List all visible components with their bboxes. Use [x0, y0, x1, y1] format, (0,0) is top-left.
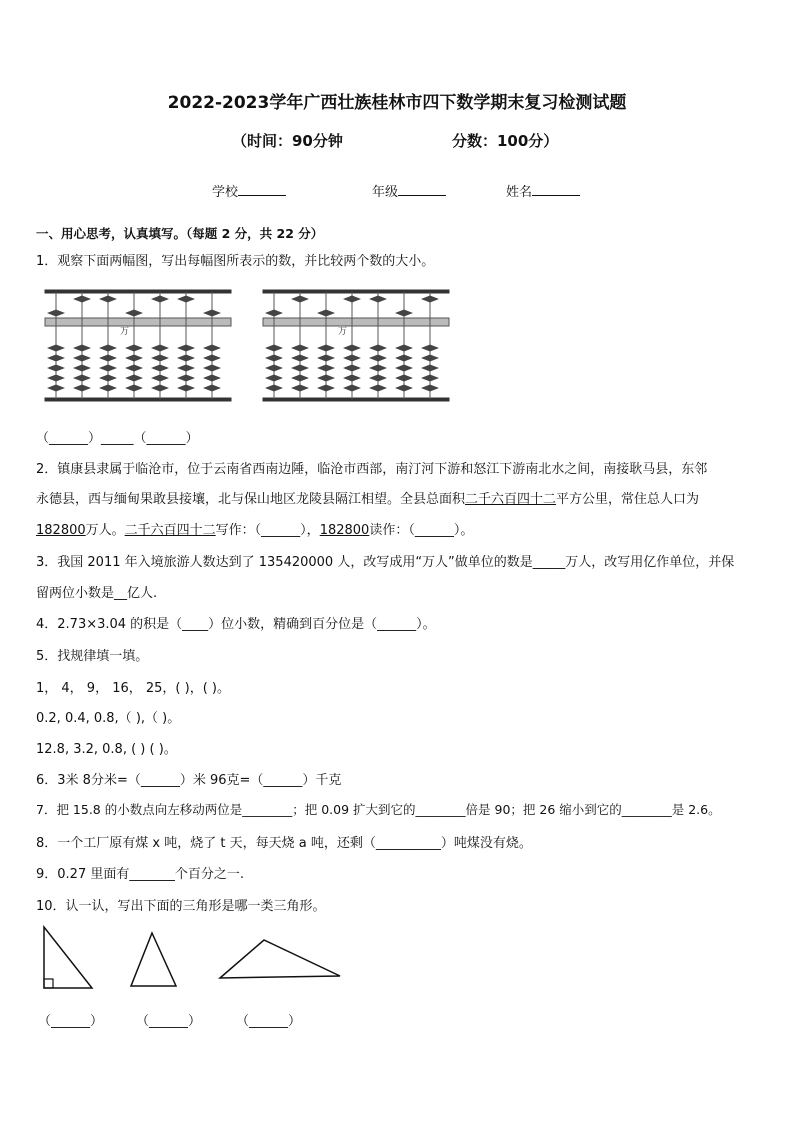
- abacus-bead: [369, 365, 387, 372]
- abacus-bead: [99, 296, 117, 303]
- question-1: 1．观察下面两幅图，写出每幅图所表示的数，并比较两个数的大小。: [36, 254, 435, 269]
- abacus-bead: [395, 375, 413, 382]
- abacus-bead: [47, 355, 65, 362]
- abacus-bead: [395, 345, 413, 352]
- abacus-bead: [47, 385, 65, 392]
- abacus-bead: [317, 365, 335, 372]
- abacus-bead: [291, 345, 309, 352]
- abacus-bead: [99, 355, 117, 362]
- question-10: 10．认一认，写出下面的三角形是哪一类三角形。: [36, 899, 326, 914]
- abacus-bead: [177, 385, 195, 392]
- abacus-bead: [343, 355, 361, 362]
- school-field: [212, 181, 286, 200]
- abacus-bead: [421, 296, 439, 303]
- question-5-row1: 1， 4， 9， 16， 25，( )，( )。: [36, 681, 230, 696]
- abacus-bead: [291, 375, 309, 382]
- abacus-bead: [47, 310, 65, 317]
- abacus-bead: [73, 365, 91, 372]
- acute-triangle: [128, 930, 180, 990]
- abacus-bead: [395, 355, 413, 362]
- name-field: [506, 181, 580, 200]
- abacus-bead: [265, 385, 283, 392]
- abacus-bead: [99, 365, 117, 372]
- right-triangle: [40, 924, 98, 992]
- q2-area-words: 二千六百四十二: [465, 492, 557, 507]
- abacus-bead: [421, 345, 439, 352]
- exam-score: 分数：100分）: [452, 132, 559, 150]
- abacus-left: [44, 288, 234, 406]
- question-8: 8．一个工厂原有煤 x 吨，烧了 t 天，每天烧 a 吨，还剩（__________）吨煤没有烧。: [36, 836, 532, 851]
- q2-write-blank[interactable]: 写作：（______），: [215, 523, 320, 538]
- q2-text: 平方公里，常住总人口为: [556, 492, 700, 507]
- abacus-bead: [291, 296, 309, 303]
- abacus-bead: [369, 375, 387, 382]
- abacus-bead: [73, 355, 91, 362]
- question-9: 9．0.27 里面有_______个百分之一.: [36, 867, 244, 882]
- abacus-bead: [125, 365, 143, 372]
- abacus-bead: [177, 365, 195, 372]
- abacus-bead: [177, 345, 195, 352]
- abacus-bead: [291, 385, 309, 392]
- question-3-line2: 留两位小数是__亿人.: [36, 586, 158, 601]
- abacus-bead: [343, 345, 361, 352]
- q2-population: 182800: [36, 523, 86, 538]
- abacus-wan-label: 万: [120, 327, 130, 337]
- abacus-bead: [265, 365, 283, 372]
- abacus-bead: [203, 375, 221, 382]
- question-1-answer[interactable]: （______）_____（______）: [36, 431, 199, 446]
- abacus-bead: [151, 345, 169, 352]
- abacus-bead: [265, 355, 283, 362]
- abacus-bead: [317, 355, 335, 362]
- grade-field: [372, 181, 446, 200]
- abacus-bead: [343, 365, 361, 372]
- abacus-bead: [369, 385, 387, 392]
- section-heading: 一、用心思考，认真填写。（每题 2 分，共 22 分）: [36, 226, 324, 241]
- abacus-bead: [291, 355, 309, 362]
- abacus-bead: [151, 375, 169, 382]
- name-blank[interactable]: [532, 183, 580, 196]
- abacus-bead: [265, 310, 283, 317]
- abacus-bead: [317, 310, 335, 317]
- abacus-bead: [177, 296, 195, 303]
- abacus-bead: [125, 375, 143, 382]
- q2-population: 182800: [319, 523, 370, 538]
- triangle-1-answer[interactable]: （______）: [38, 1014, 104, 1029]
- question-2-line3: [36, 519, 473, 538]
- q2-read-blank[interactable]: 读作：（______）。: [369, 523, 474, 538]
- question-3-line1: 3．我国 2011 年入境旅游人数达到了 135420000 人，改写成用“万人”做单位的数是_____万人，改写用亿作单位，并保: [36, 555, 735, 570]
- abacus-bead: [125, 385, 143, 392]
- abacus-bead: [343, 385, 361, 392]
- abacus-bead: [99, 385, 117, 392]
- question-2-line1: 2．镇康县隶属于临沧市，位于云南省西南边陲，临沧市西部，南汀河下游和怒江下游南北水之间，南接耿马县，东邻: [36, 462, 708, 477]
- abacus-bead: [203, 345, 221, 352]
- abacus-bead: [421, 385, 439, 392]
- abacus-bead: [203, 365, 221, 372]
- question-5: 5．找规律填一填。: [36, 649, 149, 664]
- abacus-rods: [47, 292, 221, 399]
- abacus-bead: [125, 345, 143, 352]
- abacus-bead: [73, 385, 91, 392]
- abacus-bead: [265, 345, 283, 352]
- grade-blank[interactable]: [398, 183, 446, 196]
- abacus-bead: [99, 345, 117, 352]
- school-blank[interactable]: [238, 183, 286, 196]
- name-label: 姓名: [506, 185, 533, 200]
- abacus-bead: [369, 345, 387, 352]
- abacus-bead: [421, 365, 439, 372]
- q2-area-words: 二千六百四十二: [124, 523, 216, 538]
- question-4: 4．2.73×3.04 的积是（____）位小数，精确到百分位是（______）。: [36, 617, 436, 632]
- abacus-bead: [369, 296, 387, 303]
- abacus-frame: [263, 290, 449, 401]
- abacus-bead: [343, 296, 361, 303]
- triangle-2-answer[interactable]: （______）: [136, 1014, 202, 1029]
- abacus-bead: [151, 385, 169, 392]
- abacus-bead: [73, 296, 91, 303]
- abacus-bead: [395, 365, 413, 372]
- abacus-bead: [395, 385, 413, 392]
- abacus-bead: [125, 355, 143, 362]
- abacus-bead: [151, 365, 169, 372]
- question-5-row2: 0.2, 0.4, 0.8,（ ),（ )。: [36, 711, 181, 726]
- grade-label: 年级: [372, 185, 399, 200]
- abacus-bead: [343, 375, 361, 382]
- abacus-right: [262, 288, 452, 406]
- abacus-wan-label: 万: [338, 327, 348, 337]
- abacus-bead: [177, 375, 195, 382]
- abacus-rods: [265, 292, 439, 399]
- abacus-bead: [369, 355, 387, 362]
- abacus-bead: [47, 375, 65, 382]
- abacus-bead: [151, 296, 169, 303]
- page-title: 2022-2023学年广西壮族桂林市四下数学期末复习检测试题: [167, 93, 627, 113]
- abacus-bead: [291, 365, 309, 372]
- abacus-bead: [47, 345, 65, 352]
- abacus-bead: [203, 355, 221, 362]
- q2-text: 万人。: [85, 523, 125, 538]
- abacus-bead: [421, 375, 439, 382]
- abacus-bead: [421, 355, 439, 362]
- abacus-bead: [73, 345, 91, 352]
- question-2-line2: [36, 488, 699, 507]
- triangle-3-answer[interactable]: （______）: [236, 1014, 302, 1029]
- abacus-bead: [151, 355, 169, 362]
- abacus-bead: [265, 375, 283, 382]
- abacus-bead: [203, 385, 221, 392]
- abacus-bead: [317, 345, 335, 352]
- abacus-bead: [203, 310, 221, 317]
- abacus-bead: [317, 375, 335, 382]
- abacus-bead: [99, 375, 117, 382]
- q2-text: 永德县，西与缅甸果敢县接壤，北与保山地区龙陵县隔江相望。全县总面积: [36, 492, 466, 507]
- obtuse-triangle: [216, 936, 344, 982]
- abacus-bead: [47, 365, 65, 372]
- question-7: 7．把 15.8 的小数点向左移动两位是________；把 0.09 扩大到它的________倍是 90；把 26 缩小到它的________是 2.6。: [36, 802, 721, 817]
- abacus-bead: [177, 355, 195, 362]
- exam-time: （时间：90分钟: [232, 132, 343, 150]
- abacus-bead: [317, 385, 335, 392]
- school-label: 学校: [212, 185, 239, 200]
- abacus-bead: [125, 310, 143, 317]
- question-6: 6．3米 8分米=（______）米 96克=（______）千克: [36, 773, 342, 788]
- abacus-bead: [73, 375, 91, 382]
- question-5-row3: 12.8, 3.2, 0.8, ( ) ( )。: [36, 742, 177, 757]
- abacus-frame: [45, 290, 231, 401]
- abacus-bead: [395, 310, 413, 317]
